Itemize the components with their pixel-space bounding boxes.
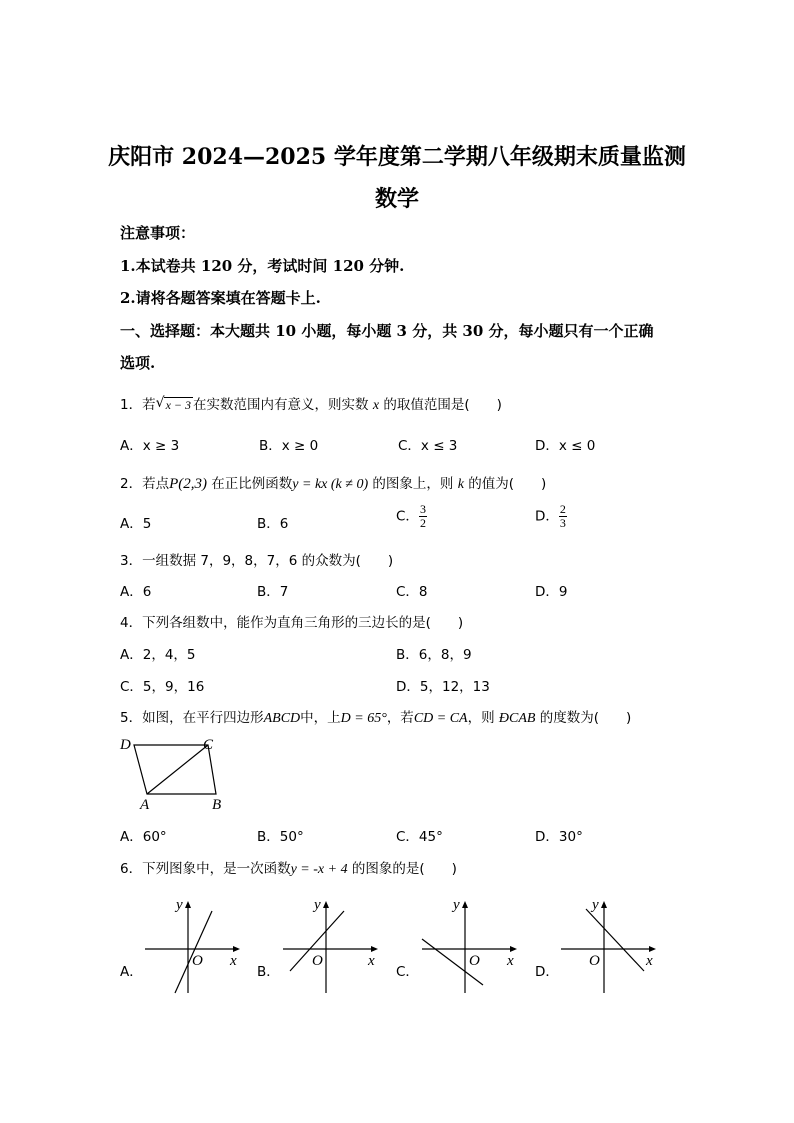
question-4: 4．下列各组数中，能作为直角三角形的三边长的是( ) [120, 615, 464, 631]
q1-option-b: B．x ≥ 0 [259, 438, 319, 454]
vertex-label-b: B [212, 797, 222, 812]
q4-option-a: A．2，4，5 [120, 647, 196, 663]
subject-title: 数学 [374, 186, 419, 212]
q5-option-d: D．30° [535, 829, 583, 845]
question-2: 2．若点P(2,3) 在正比例函数y = kx (k ≠ 0) 的图象上，则 k 的值为( ) [120, 476, 547, 492]
q1-option-d: D．x ≤ 0 [535, 438, 596, 454]
q2-option-c: C． $\frac{3}{2}$ [396, 502, 426, 530]
notice-item-2: 2.请将各题答案填在答题卡上. [120, 289, 321, 307]
q6-option-a: A． [120, 964, 143, 980]
vertex-label-c: C [203, 737, 214, 753]
q2-option-d: D． $\frac{2}{3}$ [535, 502, 566, 530]
svg-text:y: y [314, 897, 321, 913]
svg-text:O: O [192, 953, 203, 969]
q6-option-b: B． [257, 964, 280, 980]
vertex-label-a: A [140, 797, 150, 812]
parallelogram-figure [112, 732, 242, 812]
svg-text:O: O [589, 953, 600, 969]
graph-a [140, 893, 245, 998]
graph-c [417, 893, 522, 998]
q3-option-b: B．7 [257, 584, 289, 600]
graph-d [556, 893, 661, 998]
question-1: 1．若 √ x − 3 在实数范围内有意义，则实数 x 的取值范围是( ) [120, 395, 502, 413]
sqrt-expression: √ x − 3 [155, 395, 192, 412]
section-heading: 一、选择题：本大题共 10 小题，每小题 3 分，共 30 分，每小题只有一个正确 [120, 322, 654, 340]
q1-option-c: C．x ≤ 3 [398, 438, 458, 454]
svg-text:x: x [230, 953, 237, 969]
svg-text:O: O [469, 953, 480, 969]
q3-option-d: D．9 [535, 584, 568, 600]
question-5: 5．如图，在平行四边形ABCD中，上D = 65°，若CD = CA，则 ÐCAB 的度数为( ) [120, 710, 632, 726]
question-6: 6．下列图象中，是一次函数y = -x + 4 的图象的是( ) [120, 861, 457, 877]
svg-text:x: x [507, 953, 514, 969]
question-3: 3．一组数据 7，9，8，7，6 的众数为( ) [120, 553, 394, 569]
q4-option-d: D．5，12，13 [396, 679, 490, 695]
q3-option-c: C．8 [396, 584, 428, 600]
q2-option-b: B．6 [257, 516, 289, 532]
diagonal-ca [147, 745, 208, 794]
svg-text:O: O [312, 953, 323, 969]
section-heading-cont: 选项. [120, 354, 156, 372]
q5-option-a: A．60° [120, 829, 167, 845]
graph-a-line [175, 911, 212, 993]
q6-option-c: C． [396, 964, 419, 980]
svg-text:y: y [453, 897, 460, 913]
q5-option-c: C．45° [396, 829, 443, 845]
svg-text:x: x [646, 953, 653, 969]
notice-heading: 注意事项： [120, 224, 196, 242]
q2-option-a: A．5 [120, 516, 152, 532]
notice-item-1: 1.本试卷共 120 分，考试时间 120 分钟. [120, 257, 405, 275]
q4-option-c: C．5，9，16 [120, 679, 205, 695]
question-1-number: 1．若 [120, 397, 156, 413]
svg-text:y: y [176, 897, 183, 913]
q6-option-d: D． [535, 964, 559, 980]
q5-option-b: B．50° [257, 829, 304, 845]
q4-option-b: B．6，8，9 [396, 647, 472, 663]
graph-b [278, 893, 383, 998]
vertex-label-d: D [120, 737, 131, 753]
svg-text:y: y [592, 897, 599, 913]
exam-title: 庆阳市 2024—2025 学年度第二学期八年级期末质量监测 [108, 144, 686, 170]
svg-text:x: x [368, 953, 375, 969]
q3-option-a: A．6 [120, 584, 152, 600]
q1-option-a: A．x ≥ 3 [120, 438, 180, 454]
